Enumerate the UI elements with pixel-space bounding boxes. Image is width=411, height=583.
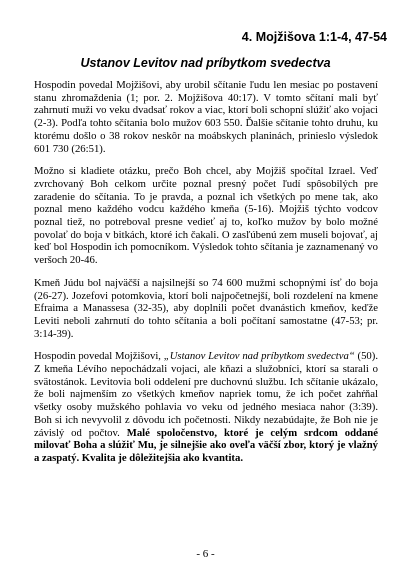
paragraph-3: Kmeň Júdu bol najväčší a najsilnejší so 74 600 mužmi schopnými ísť do boja (26-27). Jozefovi potomkovia, ktorí boli najpočetnejší, boli rozdelení na kmene Efraima a Manassesa (32-35), aby doplnili počet dvanástich kmeňov, keďže Leviti neboli zahrnutí do tohto sčítania a boli počítaní samostatne (47-53; pr. 3:14-39). xyxy=(34,276,378,340)
paragraph-4 xyxy=(34,350,378,464)
paragraph-2: Možno si kladiete otázku, prečo Boh chcel, aby Mojžiš spočítal Izrael. Veď zvrchovaný Boh celkom určite poznal presný počet ľudí spôsobilých pre zaradenie do sčítania. To je pravda, a poznal ich všetkých po mene tak, ako poznal meno každého vodcu každého kmeňa (5-16). Mojžiš týchto vodcov poznal tiež, no potreboval presne vedieť aj to, koľko mužov by bolo možné povolať do boja v bitkách, ktoré ich čakali. O zasľúbenú zem museli bojovať, aj keď bol Hospodin ich pomocníkom. Výsledok tohto sčítania je zaznamenaný vo veršoch 20-46. xyxy=(34,165,378,267)
scripture-reference: 4. Mojžišova 1:1-4, 47-54 xyxy=(241,30,387,44)
body-text xyxy=(34,79,378,475)
quoted-command: „Ustanov Levitov nad príbytkom svedectva“ xyxy=(163,350,355,363)
page-number: - 6 - xyxy=(196,548,215,560)
paragraph-4-intro: Hospodin povedal Mojžišovi, xyxy=(34,350,164,363)
paragraph-1: Hospodin povedal Mojžišovi, aby urobil sčítanie ľudu len mesiac po postavení stanu zhromaždenia (1; por. 2. Mojžišova 40:17). V tomto sčítaní mali byť zahrnutí muži vo veku dvadsať rokov a viac, ktorí boli schopní slúžiť ako vojaci (2-3). Podľa tohto sčítania bolo mužov 603 550. Ďalšie sčítanie tohto druhu, ku ktorému došlo o 38 rokov neskôr na moábskych planinách, prinieslo výsledok 601 730 (26:51). xyxy=(34,79,378,155)
page-title: Ustanov Levitov nad príbytkom svedectva xyxy=(80,56,331,70)
emphasized-conclusion: Malé spoločenstvo, ktoré je celým srdcom oddané milovať Boha a slúžiť Mu, je silnejšie ako oveľa väčší zbor, ktorý je vlažný a zaspatý. Kvalita je dôležitejšia ako kvantita. xyxy=(34,426,378,464)
paragraph-4-body: (50). Z kmeňa Lévího nepochádzali vojaci, ale kňazi a služobníci, ktorí sa starali o svätostánok. Levitovia boli oddelení pre duchovnú službu. Ich sčítanie ukázalo, že boli najmenším zo všetkých kmeňov napriek tomu, že ich počet zahŕňal všetky osoby mužského pohlavia vo veku od jedného mesiaca nahor (3:39). Boh si ich nevyvolil z dôvodu ich početnosti. Nikdy nezabúdajte, že Boh nie je závislý od počtov. xyxy=(34,350,378,439)
